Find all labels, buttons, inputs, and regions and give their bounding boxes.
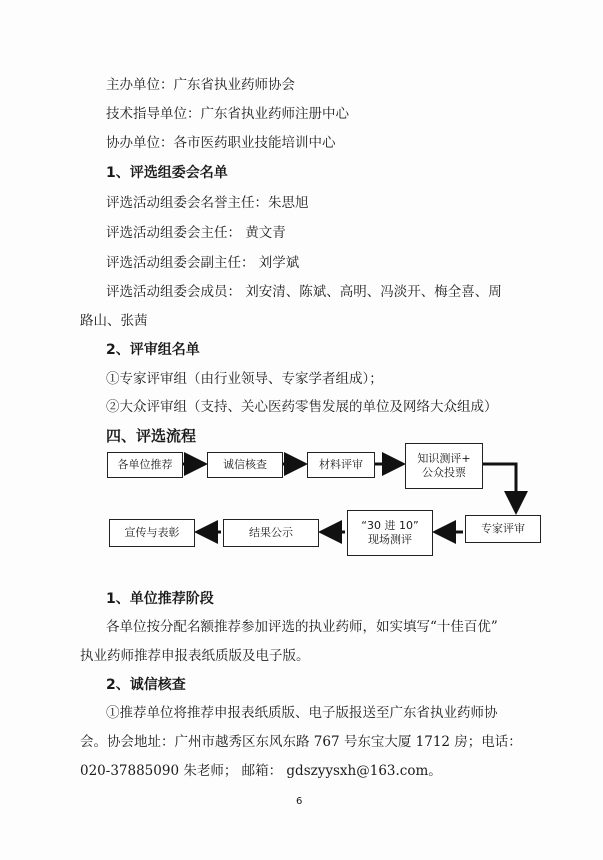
step-material-review: 材料评审 [307,452,375,478]
page-number: 6 [296,796,303,807]
members-line: 评选活动组委会成员： 刘安清、陈斌、高明、冯淡开、梅全喜、周 [106,284,502,300]
honorary-director-line: 评选活动组委会名誉主任：朱思旭 [106,195,309,211]
stage1-heading: 1、单位推荐阶段 [106,591,214,607]
stage2-text-line2: 会。协会地址：广州市越秀区东风东路 767 号东宝大厦 1712 房；电话： [80,734,522,750]
step-unit-recommendation: 各单位推荐 [107,452,183,478]
step-knowledge-test-public-vote: 知识测评+ 公众投票 [405,443,483,489]
organizer-line: 主办单位：广东省执业药师协会 [106,77,295,93]
step-expert-review: 专家评审 [465,515,541,543]
committee-heading: 1、评选组委会名单 [106,165,228,181]
stage2-text-line3: 020-37885090 朱老师； 邮箱： gdszyysxh@163.com。 [80,763,442,779]
review-group-heading: 2、评审组名单 [106,342,200,358]
step-result-publicity: 结果公示 [223,519,319,547]
arrow-4 [483,464,516,512]
technical-guidance-line: 技术指导单位：广东省执业药师注册中心 [106,106,349,122]
members-line-continued: 路山、张茜 [80,313,148,329]
director-line: 评选活动组委会主任： 黄文青 [106,225,286,241]
expert-group-line: ①专家评审组（由行业领导、专家学者组成）； [106,371,383,387]
co-organizer-line: 协办单位：各市医药职业技能培训中心 [106,135,336,151]
stage1-text-line2: 执业药师推荐申报表纸质版及电子版。 [80,648,310,664]
process-heading: 四、评选流程 [106,427,197,445]
stage1-text-line1: 各单位按分配名额推荐参加评选的执业药师，如实填写“十佳百优” [106,619,498,635]
stage2-heading: 2、诚信核查 [106,677,186,693]
step-onsite-evaluation: “30 进 10” 现场测评 [347,510,433,556]
public-group-line: ②大众评审组（支持、关心医药零售发展的单位及网络大众组成） [106,399,498,415]
step-integrity-check: 诚信核查 [207,452,283,478]
step-promotion-commendation: 宣传与表彰 [109,519,195,547]
stage2-text-line1: ①推荐单位将推荐申报表纸质版、电子版报送至广东省执业药师协 [106,705,498,721]
deputy-director-line: 评选活动组委会副主任： 刘学斌 [106,255,300,271]
